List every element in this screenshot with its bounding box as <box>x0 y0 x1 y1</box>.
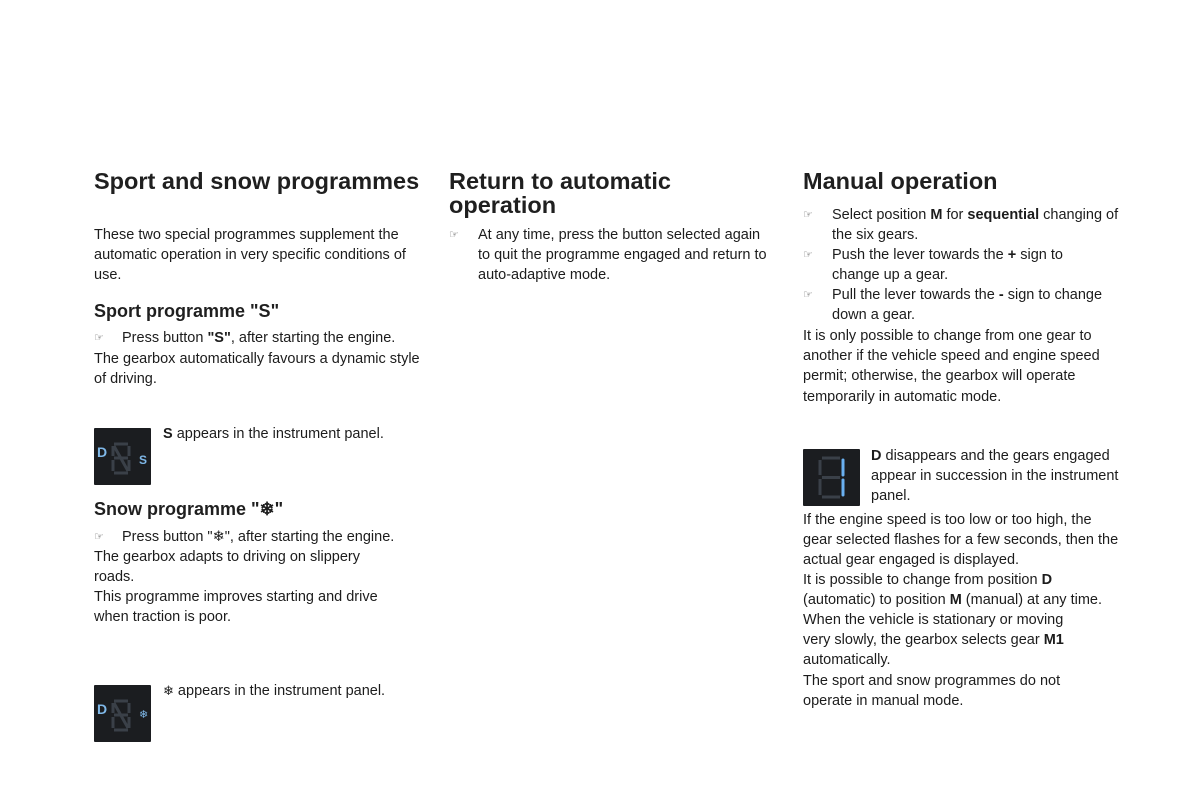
seven-segment-dim <box>820 458 840 497</box>
bullet-marker-icon: ☞ <box>803 209 813 221</box>
section-title-sport-snow: Sport and snow programmes <box>94 168 420 194</box>
bullet-marker-icon: ☞ <box>94 531 104 543</box>
manual-bullet-3: ☞ Pull the lever towards the - sign to change down a gear. <box>803 287 1103 324</box>
gear-panel-caption: D disappears and the gears engaged appear in succession in the instrument panel. <box>871 448 1119 505</box>
manual-paragraph-2: If the engine speed is too low or too high, the gear selected flashes for a few seconds, then the actual gear engaged is displayed. <box>803 512 1119 569</box>
intro-text: These two special programmes supplement the automatic operation in very specific conditions of use. <box>94 227 406 284</box>
return-bullet: ☞ At any time, press the button selected again to quit the programme engaged and return to auto-adaptive mode. <box>449 227 767 284</box>
manual-paragraph-4: When the vehicle is stationary or moving very slowly, the gearbox selects gear M1 automatically. <box>803 612 1064 669</box>
seven-segment-dim <box>113 444 129 473</box>
snow-panel-caption: ❄ appears in the instrument panel. <box>163 683 386 699</box>
manual-bullet-2: ☞ Push the lever towards the + sign to change up a gear. <box>803 247 1063 284</box>
bullet-marker-icon: ☞ <box>94 332 104 344</box>
manual-paragraph-5: The sport and snow programmes do not operate in manual mode. <box>803 673 1061 710</box>
manual-paragraph-1: It is only possible to change from one gear to another if the vehicle speed and engine speed permit; otherwise, the gearbox will operate temporarily in automatic mode. <box>803 328 1100 405</box>
snow-text-1: The gearbox adapts to driving on slippery roads. <box>94 549 360 586</box>
display-d-letter: D <box>97 444 108 460</box>
snowflake-icon: ❄ <box>163 683 174 698</box>
display-snowflake-icon: ❄ <box>139 708 149 721</box>
seven-segment-dim <box>113 701 129 730</box>
sport-display-icon <box>94 428 151 485</box>
snow-text-2: This programme improves starting and drive when traction is poor. <box>94 589 378 626</box>
sport-programme-heading: Sport programme "S" <box>94 301 280 321</box>
manual-bullet-1: ☞ Select position M for sequential changing of the six gears. <box>803 207 1119 244</box>
sport-panel-caption: S appears in the instrument panel. <box>163 426 384 442</box>
snow-display-icon <box>94 685 151 742</box>
snow-programme-heading: Snow programme "❄" <box>94 499 284 519</box>
sport-display-panel <box>94 428 151 485</box>
display-s-letter: S <box>139 453 148 467</box>
bullet-marker-icon: ☞ <box>803 289 813 301</box>
snow-display-panel <box>94 685 151 742</box>
sport-bullet: ☞ Press button "S", after starting the engine. <box>94 328 424 348</box>
display-d-letter: D <box>97 701 108 717</box>
sport-text: The gearbox automatically favours a dynamic style of driving. <box>94 351 420 388</box>
snow-bullet: ☞ Press button "❄", after starting the engine. <box>94 527 424 547</box>
bullet-marker-icon: ☞ <box>449 229 459 241</box>
section-title-manual: Manual operation <box>803 168 998 194</box>
bullet-marker-icon: ☞ <box>803 249 813 261</box>
manual-paragraph-3: It is possible to change from position D (automatic) to position M (manual) at any time. <box>803 572 1103 609</box>
section-title-return: Return to automatic operation <box>449 168 671 218</box>
gear-one-display-icon <box>803 449 860 506</box>
gear-display-panel <box>803 449 860 506</box>
